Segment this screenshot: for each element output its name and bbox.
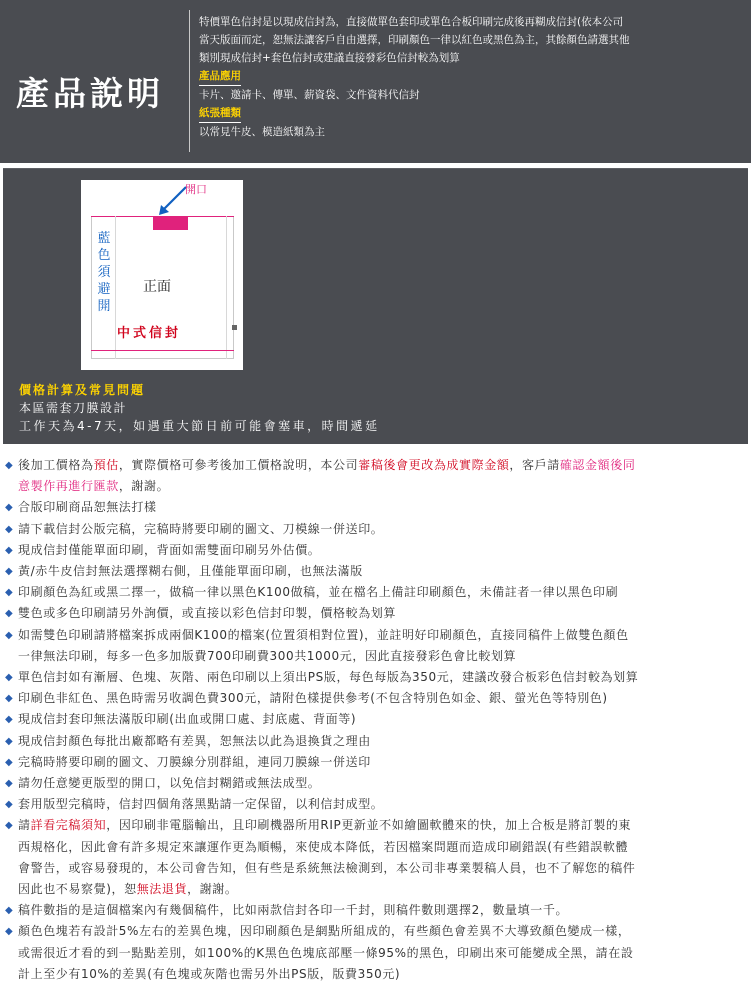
note-text: 印刷色非紅色、黑色時需另收調色費300元，請附色樣提供參考(不包含特別色如金、銀、螢光色等特別色) xyxy=(18,691,608,706)
chinese-envelope-label: 中式信封 xyxy=(117,322,181,341)
note-text: 西規格化，因此會有許多規定來讓運作更為順暢，來使成本降低，若因檔案問題而造成印刷錯誤(有些錯誤軟體 xyxy=(18,839,629,854)
note-text: 合版印刷商品恕無法打樣 xyxy=(18,500,157,515)
diamond-bullet-icon: ◆ xyxy=(5,460,14,471)
blue-note-char: 藍 xyxy=(97,231,111,246)
notes-list xyxy=(4,455,746,985)
opening-label: 開口 xyxy=(185,183,207,196)
note-text: 一律無法印刷，每多一色多加版費700印刷費300共1000元，因此直接發彩色會比較划算 xyxy=(18,648,517,663)
envelope-diagram xyxy=(81,180,243,370)
list-item xyxy=(4,752,746,773)
diamond-bullet-icon: ◆ xyxy=(5,820,14,832)
list-item xyxy=(4,921,746,985)
usage-text: 卡片、邀請卡、傳單、薪資袋、文件資料代信封 xyxy=(199,89,420,101)
list-item xyxy=(4,815,746,900)
note-text: ，謝謝。 xyxy=(187,882,238,897)
note-text: 雙色或多色印刷請另外詢價，或直接以彩色信封印製，價格較為划算 xyxy=(18,606,397,621)
envelope-fold-right xyxy=(226,216,227,359)
list-item xyxy=(4,794,746,815)
note-text: 計上至少有10%的差異(有色塊或灰階也需另外出PS版，版費350元) xyxy=(18,966,401,981)
turnaround-note: 工作天為4-7天，如遇重大節日前可能會塞車，時間遞延 xyxy=(19,419,380,433)
pricing-panel xyxy=(3,168,748,444)
note-text: 套用版型完稿時，信封四個角落黑點請一定保留，以利信封成型。 xyxy=(18,797,384,812)
note-text: ，實際價格可參考後加工價格說明，本公司 xyxy=(118,458,359,472)
list-item xyxy=(4,603,746,624)
note-text: 單色信封如有漸層、色塊、灰階、兩色印刷以上須出PS版，每色每版為350元，建議改發合板彩色信封較為划算 xyxy=(18,670,639,685)
note-highlight: 審稿後會更改為成實際金額 xyxy=(358,458,510,472)
note-highlight: 預估 xyxy=(93,458,119,472)
blue-note-char: 避 xyxy=(97,282,111,297)
panel-top-line xyxy=(3,168,748,169)
diamond-bullet-icon: ◆ xyxy=(5,672,14,684)
list-item xyxy=(4,731,746,752)
page-title: 產品說明 xyxy=(16,74,164,113)
blue-note-char: 須 xyxy=(97,265,111,280)
diamond-bullet-icon: ◆ xyxy=(5,587,14,599)
corner-dot-marker xyxy=(232,325,237,330)
usage-tag: 產品應用 xyxy=(199,68,241,86)
blue-note-char: 開 xyxy=(97,299,111,314)
die-cut-note: 本區需套刀膜設計 xyxy=(19,401,128,415)
envelope-fold-left xyxy=(115,216,116,359)
note-text: ，客戶請 xyxy=(509,458,560,472)
list-item xyxy=(4,540,746,561)
front-side-label: 正面 xyxy=(143,279,171,295)
note-highlight: 確認金額後同 xyxy=(559,458,636,472)
diamond-bullet-icon: ◆ xyxy=(5,502,14,514)
note-text: 如需雙色印刷請將檔案拆成兩個K100的檔案(位置須相對位置)，並註明好印刷顏色，直接同稿件上做雙色顏色 xyxy=(18,627,629,642)
diamond-bullet-icon: ◆ xyxy=(5,735,14,747)
note-highlight: 詳看完稿須知 xyxy=(30,818,107,833)
avoid-blue-note xyxy=(95,230,113,315)
note-text: 現成信封僅能單面印刷，背面如需雙面印刷另外估價。 xyxy=(18,542,321,557)
diamond-bullet-icon: ◆ xyxy=(5,523,14,535)
product-description-header xyxy=(0,0,751,163)
diamond-bullet-icon: ◆ xyxy=(5,693,14,705)
diamond-bullet-icon: ◆ xyxy=(5,799,14,811)
note-text: 現成信封顏色每批出廠都略有差異，恕無法以此為退換貨之理由 xyxy=(18,733,371,748)
list-item xyxy=(4,455,746,497)
diamond-bullet-icon: ◆ xyxy=(5,778,14,790)
envelope-flap xyxy=(153,216,188,230)
diamond-bullet-icon: ◆ xyxy=(5,629,14,641)
list-item xyxy=(4,667,746,688)
list-item xyxy=(4,688,746,709)
header-divider xyxy=(189,10,190,152)
list-item xyxy=(4,625,746,667)
note-text: 因此也不易察覺)，恕 xyxy=(18,882,137,897)
list-item xyxy=(4,497,746,518)
note-text: 印刷顏色為紅或黑二擇一，做稿一律以黑色K100做稿，並在檔名上備註印刷顏色，未備註者一律以黑色印刷 xyxy=(18,585,619,600)
intro-line-2: 當天版面而定，恕無法讓客戶自由選擇，印刷顏色一律以紅色或黑色為主，其餘顏色請選其他 xyxy=(199,34,630,46)
note-text: ，謝謝。 xyxy=(118,479,170,494)
diamond-bullet-icon: ◆ xyxy=(5,714,14,726)
note-highlight: 無法退貨 xyxy=(136,882,188,897)
intro-line-3: 類別現成信封+套色信封或建議直接發彩色信封較為划算 xyxy=(199,52,460,64)
pricing-heading: 價格計算及常見問題 xyxy=(19,383,146,397)
list-item xyxy=(4,561,746,582)
list-item xyxy=(4,519,746,540)
diamond-bullet-icon: ◆ xyxy=(5,608,14,620)
note-highlight: 意製作再進行匯款 xyxy=(18,479,119,494)
diamond-bullet-icon: ◆ xyxy=(5,544,14,556)
paper-text: 以常見牛皮、模造紙類為主 xyxy=(199,126,325,138)
blue-note-char: 色 xyxy=(97,248,111,263)
note-text: 或需很近才看的到一點點差別，如100%的K黑色色塊底部壓一條95%的黑色，印刷出來可能變成全黑，請在設 xyxy=(18,945,634,960)
note-text: 請勿任意變更版型的開口，以免信封糊錯或無法成型。 xyxy=(18,776,321,791)
note-text: 完稿時將要印刷的圖文、刀膜線分別群組，連同刀膜線一併送印 xyxy=(18,754,371,769)
header-description xyxy=(199,13,747,141)
list-item xyxy=(4,900,746,921)
note-text: 後加工價格為 xyxy=(18,458,94,472)
diamond-bullet-icon: ◆ xyxy=(5,566,14,578)
paper-tag: 紙張種類 xyxy=(199,105,241,123)
list-item xyxy=(4,773,746,794)
note-text: 現成信封套印無法滿版印刷(出血或開口處、封底處、背面等) xyxy=(18,712,357,727)
note-text: 稿件數指的是這個檔案內有幾個稿件，比如兩款信封各印一千封，則稿件數則選擇2，數量填一千。 xyxy=(18,903,569,918)
diamond-bullet-icon: ◆ xyxy=(5,905,14,917)
pricing-info xyxy=(19,381,719,435)
note-text: ，因印刷非電腦輸出，且印刷機器所用RIP更新並不如繪圖軟體來的快，加上合板是將訂製的東 xyxy=(106,818,632,833)
intro-line-1: 特價單色信封是以現成信封為，直接做單色套印或單色合板印刷完成後再糊成信封(依本公司 xyxy=(199,16,624,28)
note-text: 會警告，或容易發現的，本公司會告知，但有些是系統無法檢測到，本公司非專業製稿人員，也不了解您的稿件 xyxy=(18,860,636,875)
diamond-bullet-icon: ◆ xyxy=(5,756,14,768)
diamond-bullet-icon: ◆ xyxy=(5,926,14,938)
envelope-bottom-edge xyxy=(91,350,234,351)
list-item xyxy=(4,709,746,730)
note-text: 請 xyxy=(18,818,31,833)
list-item xyxy=(4,582,746,603)
note-text: 請下載信封公版完稿，完稿時將要印刷的圖文、刀模線一併送印。 xyxy=(18,521,384,536)
note-text: 黃/赤牛皮信封無法選擇糊右側，且僅能單面印刷，也無法滿版 xyxy=(18,564,363,579)
note-text: 顏色色塊若有設計5%左右的差異色塊，因印刷顏色是網點所組成的，有些顏色會差異不大導致顏色變成一樣， xyxy=(18,924,631,939)
